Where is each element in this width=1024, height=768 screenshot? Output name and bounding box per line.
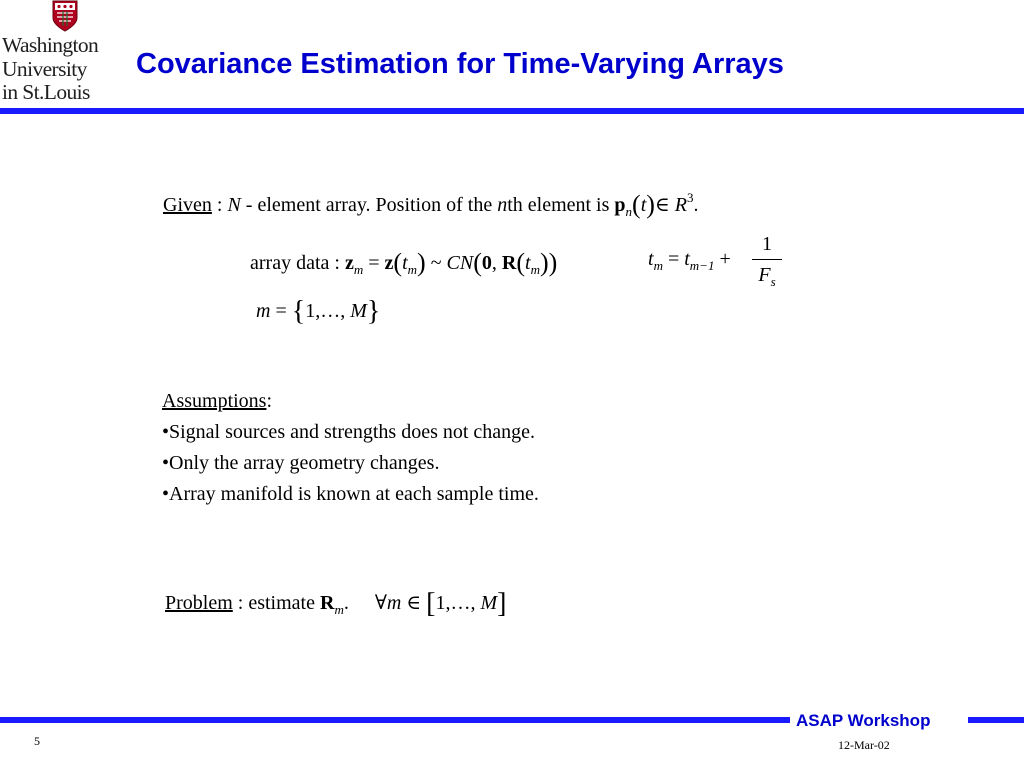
M-symbol: M [350,300,367,322]
tm-symbol: t [648,248,654,270]
m-eq-sign: = [270,300,292,322]
given-statement: Given : N - element array. Position of the nth element is $p_n(t)\in$ $R^3$. [163,190,699,219]
sampling-fraction [752,232,782,287]
problem-M: M [480,592,498,614]
z-symbol-2: z [384,252,394,274]
given-N: N [227,194,241,216]
index-set-equation [256,296,380,328]
interval-content: 1,…, [435,592,481,614]
problem-in: ∈ [401,592,427,614]
given-in-R: ∈ R [654,194,687,216]
time-eq-sign: = [662,248,685,270]
given-sep: : [211,194,228,216]
tm1-sub: m−1 [689,258,715,273]
footer-divider-right [968,717,1024,723]
given-p-sub: n [625,204,633,219]
t-sub: m [407,262,418,277]
slide-title: Covariance Estimation for Time-Varying Arrays [136,48,784,80]
tm1-symbol: t [684,248,690,270]
assumptions-block [162,386,539,510]
assumptions-colon: : [266,390,273,412]
problem-R-sub: m [334,602,344,617]
tm-sub: m [653,258,663,273]
logo-line-3: in St.Louis [2,80,90,104]
eq-sign: = [363,252,385,274]
given-p: p [614,194,626,216]
given-period: . [693,194,699,216]
R-symbol: R [501,252,517,274]
z-sub: m [353,262,364,277]
fraction-denominator [752,263,782,287]
set-content: 1,…, [305,300,351,322]
university-logo [0,0,126,108]
forall-symbol: ∀ [374,592,387,614]
assumption-item: •Only the array geometry changes. [162,452,440,474]
zero-vector: 0 [481,252,492,274]
given-t: t [640,194,647,216]
CN-symbol: CN [446,252,474,274]
problem-period: . [343,592,349,614]
shield-icon [52,0,78,32]
footer-date: 12-Mar-02 [838,738,890,752]
t-sub-2: m [530,262,540,277]
set-close-brace: } [366,296,381,327]
Fs-sub: s [770,274,776,289]
array-data-equation: array data : $z_m = z(t_m)$ ~ CN(0, $R(t_m)$) [250,248,558,277]
university-wordmark [2,34,126,105]
problem-text: : estimate [232,592,320,614]
given-n: n [497,194,508,216]
time-recursion-equation [648,248,731,274]
given-R-sup: 3 [686,190,694,205]
assumptions-heading [162,386,539,417]
assumption-item: •Signal sources and strengths does not change. [162,421,536,443]
problem-R: R [319,592,335,614]
interval-open: [ [426,588,436,619]
tilde: ~ [425,252,447,274]
t-symbol: t [402,252,408,274]
assumptions-label: Assumptions [162,390,267,412]
given-text: - element array. Position of the [240,194,498,216]
plus-sign: + [714,248,731,270]
footer-brand: ASAP Workshop [796,711,931,730]
given-text-2: th element is [507,194,615,216]
footer-divider-left [0,717,790,723]
interval-close: ] [497,588,507,619]
fraction-bar [752,259,782,260]
logo-line-1: Washington [2,33,99,57]
given-label: Given [163,194,212,216]
assumption-item: •Array manifold is known at each sample time. [162,483,539,505]
comma: , [491,252,502,274]
problem-statement [165,588,507,620]
header-divider [0,108,1024,114]
t-symbol-2: t [525,252,531,274]
problem-label: Problem [165,592,233,614]
page-number: 5 [34,734,40,748]
set-open-brace: { [291,296,306,327]
fraction-numerator: 1 [762,233,772,255]
problem-m: m [386,592,402,614]
array-data-label: array data : [250,252,345,274]
m-symbol: m [256,300,271,322]
logo-line-2: University [2,56,87,81]
z-symbol: z [344,252,354,274]
Fs-symbol: F [758,264,771,286]
